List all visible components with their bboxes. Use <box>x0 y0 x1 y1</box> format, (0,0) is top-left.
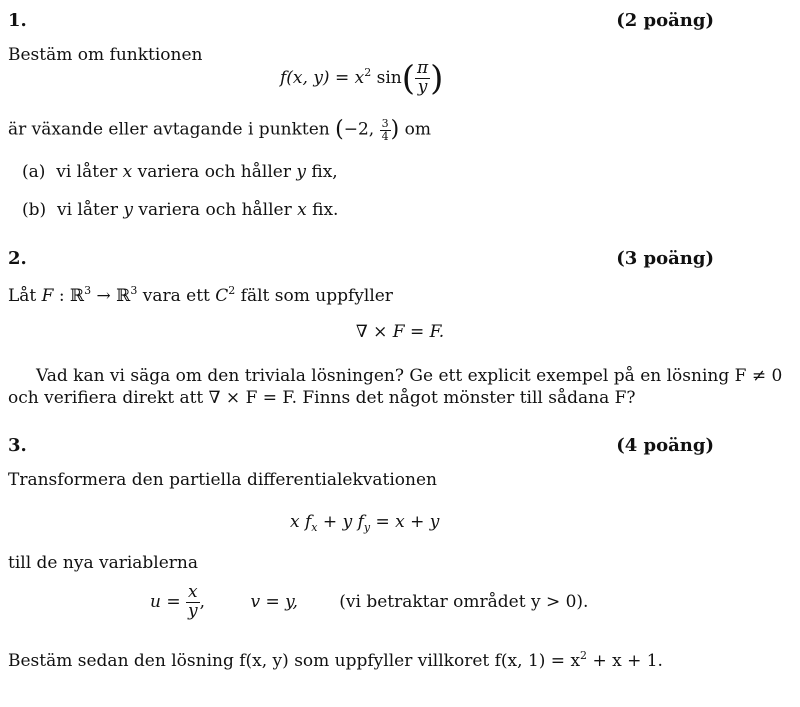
item-text: fix. <box>306 200 339 220</box>
problem-1-item-b <box>22 200 338 220</box>
subst-denominator: y <box>188 600 198 621</box>
text: : ℝ <box>53 286 85 306</box>
problem-3-number: 3. <box>8 435 27 456</box>
problem-1-item-a <box>22 162 338 182</box>
exponent: 3 <box>84 284 92 297</box>
pde-subscript: y <box>363 521 371 534</box>
item-text: variera och håller <box>133 200 298 220</box>
final-text: Bestäm sedan den lösning f(x, y) som uppfyller villkoret f(x, 1) = x <box>8 651 581 671</box>
line2-prefix: är växande eller avtagande i punkten <box>8 119 330 140</box>
item-text: vi låter <box>56 200 124 220</box>
problem-2-line1 <box>8 284 393 306</box>
item-var: x <box>297 200 307 220</box>
text: vara ett <box>137 286 216 306</box>
problem-2-para-line2: och verifiera direkt att ∇ × F = F. Finns det något mönster till sådana F? <box>8 388 636 408</box>
subst-note: (vi betraktar området y > 0). <box>339 591 589 612</box>
formula-sin: sin <box>371 67 402 88</box>
formula-exponent: 2 <box>364 65 372 79</box>
item-label: (b) <box>22 200 47 220</box>
problem-1-intro: Bestäm om funktionen <box>8 45 203 65</box>
formula-denominator: y <box>417 76 428 97</box>
item-text: vi låter <box>56 162 123 182</box>
subst-u: u = <box>150 591 181 612</box>
line2-suffix: om <box>404 119 431 140</box>
problem-1-formula: f(x, $y) = x^2$ sin( $\frac{\pi}{y}$ ) <box>280 58 444 99</box>
var-C: C <box>215 286 229 306</box>
problem-3-final <box>8 649 663 671</box>
pde-term: x f <box>290 512 312 532</box>
final-exponent: 2 <box>580 649 588 662</box>
problem-3-vars-intro: till de nya variablerna <box>8 553 199 573</box>
item-label: (a) <box>22 162 46 182</box>
item-var: y <box>296 162 306 182</box>
problem-2-number: 2. <box>8 248 27 269</box>
pde-term: + y f <box>317 512 364 532</box>
problem-1-number: 1. <box>8 10 27 31</box>
problem-1-points: (2 poäng) <box>616 10 714 31</box>
problem-3-substitution <box>150 584 588 621</box>
var-F: F <box>41 286 54 306</box>
problem-2-equation: ∇ × F = F. <box>355 322 445 342</box>
problem-3-intro: Transformera den partiella differentialekvationen <box>8 470 437 490</box>
pde-subscript: x <box>311 521 318 534</box>
item-var: x <box>122 162 133 182</box>
item-var: y <box>123 200 134 220</box>
point-denominator: 4 <box>381 129 389 143</box>
exponent: 2 <box>228 284 236 297</box>
problem-1-line2: är växande eller avtagande i punkten (−2, $\frac{3}{4}$ ) om <box>8 117 431 143</box>
problem-3-pde <box>290 512 439 534</box>
formula-lhs: f(x, y) = x <box>280 67 365 88</box>
final-text-end: + x + 1. <box>587 651 663 671</box>
pde-term: = x + y <box>370 512 440 532</box>
problem-2-points: (3 poäng) <box>616 248 714 269</box>
problem-2-para-line1: Vad kan vi säga om den triviala lösningen? Ge ett explicit exempel på en lösning F ≠ 0 <box>36 366 783 386</box>
item-text: fix, <box>305 162 338 182</box>
text: Låt <box>8 286 42 306</box>
text: → ℝ <box>91 286 131 306</box>
exponent: 3 <box>130 284 138 297</box>
problem-3-points: (4 poäng) <box>616 435 714 456</box>
subst-comma: , <box>199 591 206 612</box>
point-numerator: 3 <box>381 117 389 130</box>
subst-numerator: x <box>188 582 198 602</box>
subst-v: v = y, <box>250 591 298 612</box>
point-first: −2, <box>343 119 375 140</box>
text: fält som uppfyller <box>235 286 393 306</box>
item-text: variera och håller <box>132 162 297 182</box>
formula-numerator: π <box>416 58 429 78</box>
